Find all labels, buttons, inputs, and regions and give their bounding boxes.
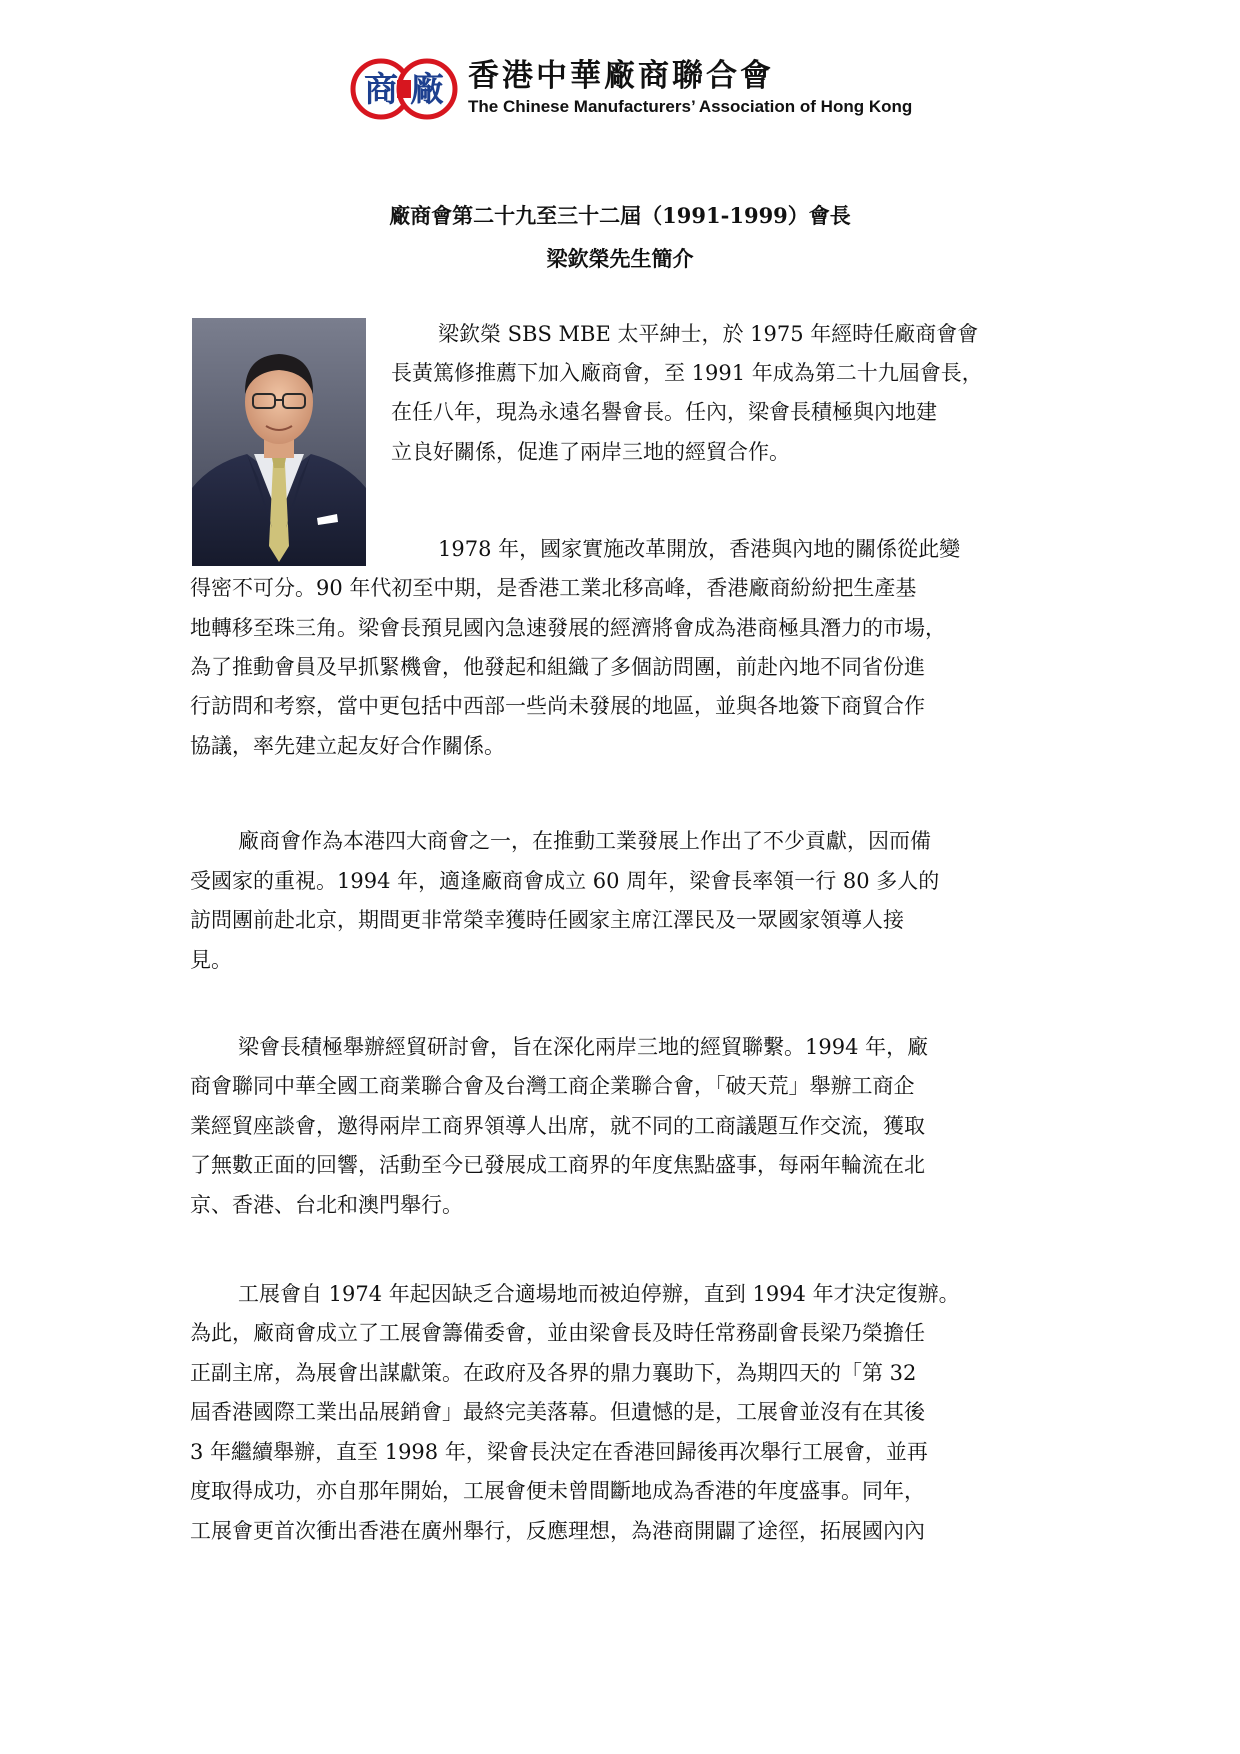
body-line: 行訪問和考察，當中更包括中西部一些尚未發展的地區，並與各地簽下商貿合作 <box>190 694 925 718</box>
letterhead <box>350 56 913 124</box>
body-line: 屆香港國際工業出品展銷會」最終完美落幕。但遺憾的是，工展會並沒有在其後 <box>190 1400 925 1424</box>
body-line: 3 年繼續舉辦，直至 1998 年，梁會長決定在香港回歸後再次舉行工展會，並再 <box>190 1440 928 1464</box>
body-line: 在任八年，現為永遠名譽會長。任內，梁會長積極與內地建 <box>391 400 937 424</box>
svg-text:廠: 廠 <box>410 70 444 110</box>
body-line: 京、香港、台北和澳門舉行。 <box>190 1193 463 1217</box>
body-line: 地轉移至珠三角。梁會長預見國內急速發展的經濟將會成為港商極具潛力的市場， <box>190 616 946 640</box>
body-line: 見。 <box>190 948 232 972</box>
body-line: 為此，廠商會成立了工展會籌備委會，並由梁會長及時任常務副會長梁乃榮擔任 <box>190 1321 925 1345</box>
body-line: 長黃篤修推薦下加入廠商會，至 1991 年成為第二十九屆會長， <box>391 361 983 385</box>
association-logo <box>350 58 458 120</box>
body-line: 為了推動會員及早抓緊機會，他發起和組織了多個訪問團，前赴內地不同省份進 <box>190 655 925 679</box>
body-line: 工展會更首次衝出香港在廣州舉行，反應理想，為港商開闢了途徑，拓展國內內 <box>190 1519 925 1543</box>
body-line: 受國家的重視。1994 年，適逢廠商會成立 60 周年，梁會長率領一行 80 多人的 <box>190 869 940 893</box>
body-line: 商會聯同中華全國工商業聯合會及台灣工商企業聯合會，「破天荒」舉辦工商企 <box>190 1074 915 1098</box>
portrait-photo <box>192 318 366 566</box>
body-line: 訪問團前赴北京，期間更非常榮幸獲時任國家主席江澤民及一眾國家領導人接 <box>190 908 904 932</box>
body-line: 梁欽榮 SBS MBE 太平紳士，於 1975 年經時任廠商會會 <box>438 322 979 346</box>
org-name-english: The Chinese Manufacturers’ Association of Hong Kong <box>468 97 913 116</box>
body-line: 度取得成功，亦自那年開始，工展會便未曾間斷地成為香港的年度盛事。同年， <box>190 1479 925 1503</box>
body-line: 協議，率先建立起友好合作關係。 <box>190 734 505 758</box>
body-line: 1978 年，國家實施改革開放，香港與內地的關係從此變 <box>438 537 961 561</box>
body-line: 立良好關係，促進了兩岸三地的經貿合作。 <box>391 440 790 464</box>
body-line: 了無數正面的回響，活動至今已發展成工商界的年度焦點盛事，每兩年輪流在北 <box>190 1153 925 1177</box>
svg-text:商: 商 <box>364 70 398 110</box>
body-line: 工展會自 1974 年起因缺乏合適場地而被迫停辦，直到 1994 年才決定復辦。 <box>238 1282 960 1306</box>
document-subtitle: 梁欽榮先生簡介 <box>546 246 694 271</box>
org-name-chinese: 香港中華廠商聯合會 <box>468 58 774 94</box>
body-line: 得密不可分。90 年代初至中期，是香港工業北移高峰，香港廠商紛紛把生產基 <box>190 576 917 600</box>
body-line: 廠商會作為本港四大商會之一，在推動工業發展上作出了不少貢獻，因而備 <box>238 829 931 853</box>
body-line: 梁會長積極舉辦經貿研討會，旨在深化兩岸三地的經貿聯繫。1994 年，廠 <box>238 1035 929 1059</box>
body-line: 業經貿座談會，邀得兩岸工商界領導人出席，就不同的工商議題互作交流，獲取 <box>190 1114 925 1138</box>
body-line: 正副主席，為展會出謀獻策。在政府及各界的鼎力襄助下，為期四天的「第 32 <box>190 1361 917 1385</box>
document-title: 廠商會第二十九至三十二屆（1991-1999）會長 <box>389 203 851 228</box>
